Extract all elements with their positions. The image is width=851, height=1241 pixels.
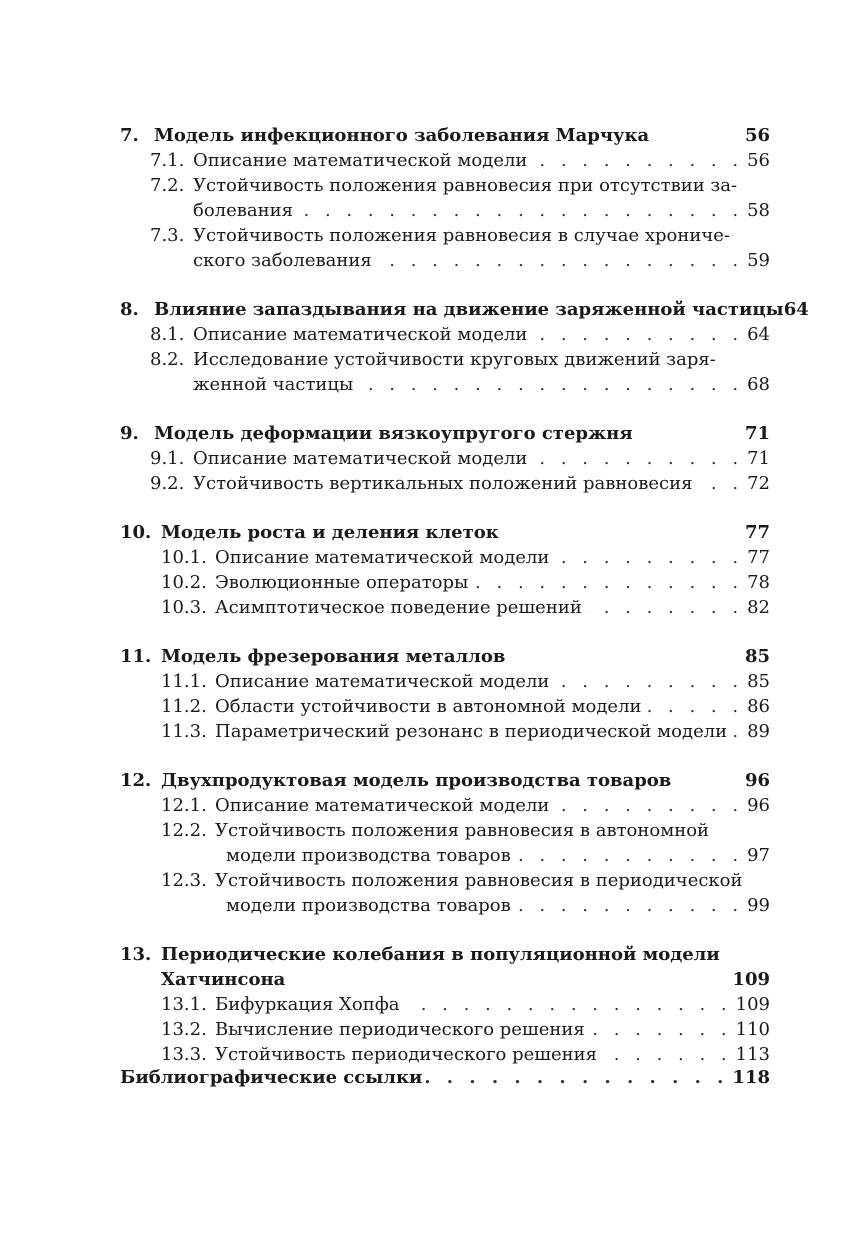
leader-dots xyxy=(297,198,743,223)
section-entry[interactable] xyxy=(120,793,770,818)
section-page: 56 xyxy=(747,150,770,171)
section-page: 58 xyxy=(747,200,770,221)
leader-dots xyxy=(553,669,743,694)
section-number: 13.2. xyxy=(161,1019,207,1040)
chapter-title: Модель роста и деления клеток xyxy=(161,522,499,543)
section-entry[interactable] xyxy=(120,223,770,248)
section-page: 96 xyxy=(747,795,770,816)
leader-dots xyxy=(515,893,743,918)
chapter-heading[interactable] xyxy=(120,421,770,446)
section-page: 78 xyxy=(747,572,770,593)
section-number: 7.1. xyxy=(150,150,185,171)
chapter-number: 8. xyxy=(120,299,139,320)
section-title: Описание математической модели xyxy=(193,150,528,171)
section-page: 110 xyxy=(735,1019,770,1040)
section-entry[interactable] xyxy=(120,148,770,173)
section-page: 86 xyxy=(747,696,770,717)
section-title: Бифуркация Хопфа xyxy=(215,994,400,1015)
section-page: 64 xyxy=(747,324,770,345)
section-page: 113 xyxy=(735,1044,770,1065)
section-entry[interactable] xyxy=(120,347,770,372)
section-entry[interactable] xyxy=(120,446,770,471)
leader-dots xyxy=(357,372,743,397)
section-page: 59 xyxy=(747,250,770,271)
section-page: 77 xyxy=(747,547,770,568)
section-title: Устойчивость положения равновесия в автономной xyxy=(215,820,710,841)
section-entry[interactable] xyxy=(120,669,770,694)
leader-dots xyxy=(426,1065,728,1090)
section-page: 85 xyxy=(747,671,770,692)
chapter-9 xyxy=(120,421,770,496)
section-number: 8.1. xyxy=(150,324,185,345)
leader-dots xyxy=(531,446,743,471)
chapter-number: 13. xyxy=(120,944,152,965)
leader-dots xyxy=(404,992,732,1017)
chapter-number: 9. xyxy=(120,423,139,444)
chapter-12 xyxy=(120,768,770,918)
section-title-continuation: ского заболевания xyxy=(193,250,372,271)
chapter-title: Периодические колебания в популяционной модели xyxy=(161,944,720,965)
chapter-heading[interactable] xyxy=(120,520,770,545)
section-number: 10.2. xyxy=(161,572,207,593)
leader-dots xyxy=(646,694,744,719)
chapter-heading[interactable] xyxy=(120,768,770,793)
section-number: 7.3. xyxy=(150,225,185,246)
section-number: 8.2. xyxy=(150,349,185,370)
chapter-heading[interactable] xyxy=(120,297,809,322)
leader-dots xyxy=(376,248,743,273)
section-page: 89 xyxy=(747,721,770,742)
section-title: Описание математической модели xyxy=(215,795,550,816)
section-title: Устойчивость положения равновесия в периодической xyxy=(215,870,743,891)
section-number: 9.2. xyxy=(150,473,185,494)
section-entry[interactable] xyxy=(120,1017,770,1042)
leader-dots xyxy=(586,595,743,620)
section-number: 13.3. xyxy=(161,1044,207,1065)
section-page: 72 xyxy=(747,473,770,494)
section-title-continuation: модели производства товаров xyxy=(226,895,511,916)
leader-dots xyxy=(531,148,743,173)
chapter-title: Модель деформации вязкоупругого стержня xyxy=(154,423,633,444)
section-entry[interactable] xyxy=(120,818,770,843)
chapter-page: 77 xyxy=(744,522,770,543)
section-entry[interactable] xyxy=(120,1042,770,1067)
section-page: 97 xyxy=(747,845,770,866)
leader-dots xyxy=(696,471,743,496)
section-title-continuation: болевания xyxy=(193,200,293,221)
section-title: Устойчивость периодического решения xyxy=(215,1044,598,1065)
section-page: 109 xyxy=(735,994,770,1015)
section-title: Асимптотическое поведение решений xyxy=(215,597,582,618)
section-entry[interactable] xyxy=(120,992,770,1017)
section-number: 11.2. xyxy=(161,696,207,717)
leader-dots xyxy=(531,322,743,347)
section-entry[interactable] xyxy=(120,694,770,719)
section-number: 11.3. xyxy=(161,721,207,742)
section-title: Области устойчивости в автономной модели xyxy=(215,696,642,717)
chapter-page: 64 xyxy=(783,299,809,320)
section-entry[interactable] xyxy=(120,595,770,620)
section-title: Устойчивость вертикальных положений равновесия xyxy=(193,473,693,494)
chapter-13 xyxy=(120,942,770,1067)
section-number: 13.1. xyxy=(161,994,207,1015)
bibliography-page: 118 xyxy=(732,1067,770,1088)
section-number: 11.1. xyxy=(161,671,207,692)
section-title: Описание математической модели xyxy=(215,547,550,568)
section-number: 9.1. xyxy=(150,448,185,469)
section-entry-continuation[interactable] xyxy=(120,893,770,918)
leader-dots xyxy=(589,1017,732,1042)
section-number: 7.2. xyxy=(150,175,185,196)
section-title: Вычисление периодического решения xyxy=(215,1019,585,1040)
section-entry-continuation[interactable] xyxy=(120,248,770,273)
chapter-number: 12. xyxy=(120,770,152,791)
chapter-number: 11. xyxy=(120,646,152,667)
chapter-page: 71 xyxy=(744,423,770,444)
section-title: Описание математической модели xyxy=(215,671,550,692)
section-title: Устойчивость положения равновесия при отсутствии за- xyxy=(193,175,738,196)
table-of-contents xyxy=(120,123,809,1090)
chapter-10 xyxy=(120,520,770,620)
chapter-number: 10. xyxy=(120,522,152,543)
chapter-number: 7. xyxy=(120,125,139,146)
chapter-heading[interactable] xyxy=(120,942,770,967)
leader-dots xyxy=(601,1042,732,1067)
chapter-11 xyxy=(120,644,770,744)
section-entry-continuation[interactable] xyxy=(120,372,770,397)
section-number: 12.3. xyxy=(161,870,207,891)
section-title: Параметрический резонанс в периодической модели xyxy=(215,721,728,742)
section-page: 82 xyxy=(747,597,770,618)
section-entry[interactable] xyxy=(120,545,770,570)
section-title: Описание математической модели xyxy=(193,448,528,469)
leader-dots xyxy=(515,843,743,868)
section-entry[interactable] xyxy=(120,322,770,347)
section-number: 12.1. xyxy=(161,795,207,816)
section-number: 10.3. xyxy=(161,597,207,618)
chapter-page: 56 xyxy=(744,125,770,146)
section-title-continuation: женной частицы xyxy=(193,374,354,395)
bibliography-entry[interactable] xyxy=(120,1065,770,1090)
section-number: 12.2. xyxy=(161,820,207,841)
chapter-title: Двухпродуктовая модель производства товаров xyxy=(161,770,672,791)
section-entry[interactable] xyxy=(120,173,770,198)
chapter-page: 96 xyxy=(744,770,770,791)
leader-dots xyxy=(553,793,743,818)
leader-dots xyxy=(553,545,743,570)
chapter-page: 109 xyxy=(732,969,770,990)
chapter-8 xyxy=(120,297,809,397)
section-page: 68 xyxy=(747,374,770,395)
chapter-title-continuation: Хатчинсона xyxy=(161,969,286,990)
section-title: Эволюционные операторы xyxy=(215,572,469,593)
section-number: 10.1. xyxy=(161,547,207,568)
section-entry-continuation[interactable] xyxy=(120,198,770,223)
chapter-heading-continuation[interactable] xyxy=(120,967,770,992)
section-entry[interactable] xyxy=(120,570,770,595)
chapter-page: 85 xyxy=(744,646,770,667)
section-page: 71 xyxy=(747,448,770,469)
section-entry-continuation[interactable] xyxy=(120,843,770,868)
section-title: Описание математической модели xyxy=(193,324,528,345)
section-title-continuation: модели производства товаров xyxy=(226,845,511,866)
chapter-title: Модель фрезерования металлов xyxy=(161,646,506,667)
section-entry[interactable] xyxy=(120,719,770,744)
section-entry[interactable] xyxy=(120,868,770,893)
section-entry[interactable] xyxy=(120,471,770,496)
bibliography-title: Библиографические ссылки xyxy=(120,1067,423,1088)
chapter-7 xyxy=(120,123,770,273)
section-title: Устойчивость положения равновесия в случае хрониче- xyxy=(193,225,730,246)
chapter-heading[interactable] xyxy=(120,123,770,148)
chapter-heading[interactable] xyxy=(120,644,770,669)
leader-dots xyxy=(731,719,743,744)
section-title: Исследование устойчивости круговых движений заря- xyxy=(193,349,716,370)
chapter-title: Модель инфекционного заболевания Марчука xyxy=(154,125,650,146)
section-page: 99 xyxy=(747,895,770,916)
chapter-title: Влияние запаздывания на движение заряженной частицы xyxy=(154,299,784,320)
leader-dots xyxy=(472,570,743,595)
